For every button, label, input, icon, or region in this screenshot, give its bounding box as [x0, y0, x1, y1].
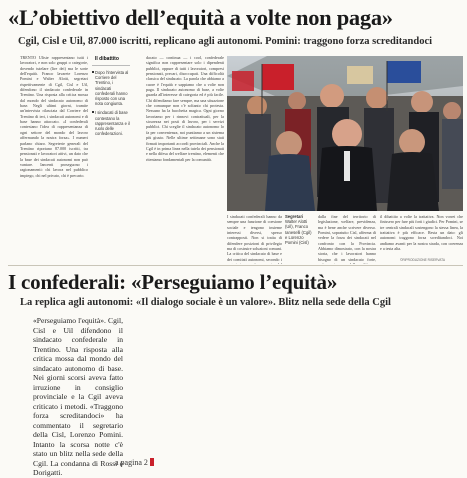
article-column-5: [380, 214, 463, 258]
caption-label: Segretari: [285, 214, 304, 219]
sidebar-box: [92, 55, 130, 136]
article-text: dacato — continua — i cool, confederale significa non rappresentare solo i dipendenti pubblici, oppure di tutti i lavoratori, compresi pensionati, precari, disoccupati. Una difficoltà classica del sindacato. La parola che abbiamo a cuore è l'equità e sappiamo che a volte non paga. Il sindacato autonomo di base, a volte guarda all'interesse di categoria ed è più facile. Chi difendiamo fare sempre, ma una situazione che comunque non c'è soltanto chi protesta. Nessuno ha la bacchetta magica. Ogni giorno lavoriamo per i rinnovi contrattuali, per la sicurezza nei posti di lavoro, per i servizi pubblici. Chi sceglie il sindacato autonomo lo fa per convenienza, noi puntiamo a un sistema più giusto. Nelle ultime settimane sono stati firmati importanti accordi provinciali. Anche la Cgil è in prima linea nella tutela dei pensionati e nella difesa del welfare trentino, elementi che riteniamo fondamentali per la comunità.: [146, 55, 224, 162]
lead-paragraph: «Perseguiamo l'equità». Cgil, Cisl e Uil difendono il sindacato confederale in Trentino. Una risposta alla critica mossa dal mondo del sindacato autonomo di base. Nei giorni scorsi aveva fatto irruzione in consiglio provinciale e la Cgil aveva criticato i metodi. «Traggono forza screditandoci» ha commentato il segretario della Cisl, Lorenzo Pomini. Intanto la scorsa notte c'è stato un blitz nella sede della Cgil. La condanna di Rossi e Dorigatti.: [33, 316, 123, 477]
subheadline: Cgil, Cisl e Uil, 87.000 iscritti, replicano agli autonomi. Pomini: traggono forza screditandoci: [18, 36, 433, 47]
bullet-icon: [92, 111, 94, 113]
article-text: TRENTO Uliste rappresentano tutti i lavoratori, e non solo gruppi o categorie, dovendo tutelare (lire dei) ma le sorte dell'equità. Franco lavarete Lorenzo Pomini e Walter Alotti, segretari rispettivamente di Cgil, Cisl e Uil, difendono il sindacato confederale in Trentino. Una risposta alla critica mossa dal mondo del sindacato autonomo di base. Negli ultimi giorni, tramite un'intervista rilasciata dal Corriere del Trentino di ieri, i sindacati autonomi e di base hanno attaccato. «I confederali contestano l'idea di rappresentanza di ogni settore del mondo del lavoro affermando la nostra forza». I numeri parlano chiaro. Segreterie generali del Trentino riportano 87.000 iscritti, tra pensionati e lavoratori attivi, un dato che la base dei sindacati autonomi non può vantare. Iancenti proseguono i ragionamenti: chi lavora nel pubblico impiego, chi nel privato, chi è precario.: [20, 55, 88, 178]
copyright-note: ©RIPRODUZIONE RISERVATA: [400, 258, 445, 262]
section-divider: [8, 265, 463, 266]
photo-caption: [285, 214, 315, 245]
headline-2: I confederali: «Perseguiamo l’equità»: [8, 270, 338, 294]
bullet-icon: [92, 71, 94, 73]
page-arrow-icon: [150, 458, 154, 466]
article-column-1: [20, 55, 88, 263]
article-text: dalla fine del territorio di legislazione, welfare, previdenza, ma è bene anche scrivere diverso. Pomini, sopratutto Cisl, afferma di vedere la forza dei sindacati nel confronto con la Provincia. Abbiamo dimostrato, con la nostra storia, che i lavoratori hanno bisogno di un sindacato forte,: [318, 214, 376, 262]
article-text: il dibattito a volte la trattativa. Non vorrei che finissero per fare più forti i giudici. Per Pomini, se tre centrali sindacali sostengono la stessa linea, la trattativa è più efficace. Resta un dato: gli autonomi traggono forza screditandoci. Noi andiamo avanti per la nostra strada, con coerenza e a testa alta.: [380, 214, 463, 252]
page-reference[interactable]: a pagina 2: [115, 458, 148, 467]
article-column-4: [318, 214, 376, 264]
subheadline-2: La replica agli autonomi: «Il dialogo sociale è un valore». Blitz nella sede della Cgil: [20, 297, 391, 308]
caption-text: Walter Alotti (Uil), Franco Ianeselli (Cgil) e Lorenzo Pomini (Cisl): [285, 219, 312, 246]
article-column-3: [227, 214, 282, 264]
sidebar-item: I sindacati di base contestano la rappresentanza e il ruolo delle confederazioni.: [92, 110, 130, 136]
photo-image: [227, 56, 463, 211]
sidebar-title: Il dibattito: [92, 55, 130, 66]
article-column-2: [146, 55, 224, 263]
sidebar-item: Dopo l'intervista al Corriere del Trentino, i sindacati confederali hanno risposto con una nota congiunta.: [92, 70, 130, 106]
protest-photo: [227, 56, 463, 211]
headline: «L’obiettivo dell’equità a volte non paga»: [8, 5, 393, 30]
article-text: I sindacati confederali hanno da sempre una funzione di coesione sociale e tengono insieme interessi diversi, spesso contrapposti. Non si tratta di difendere posizioni di privilegio ma di costruire soluzioni comuni. La critica del sindacato di base e dei comitati autonomi, secondo i: [227, 214, 282, 262]
